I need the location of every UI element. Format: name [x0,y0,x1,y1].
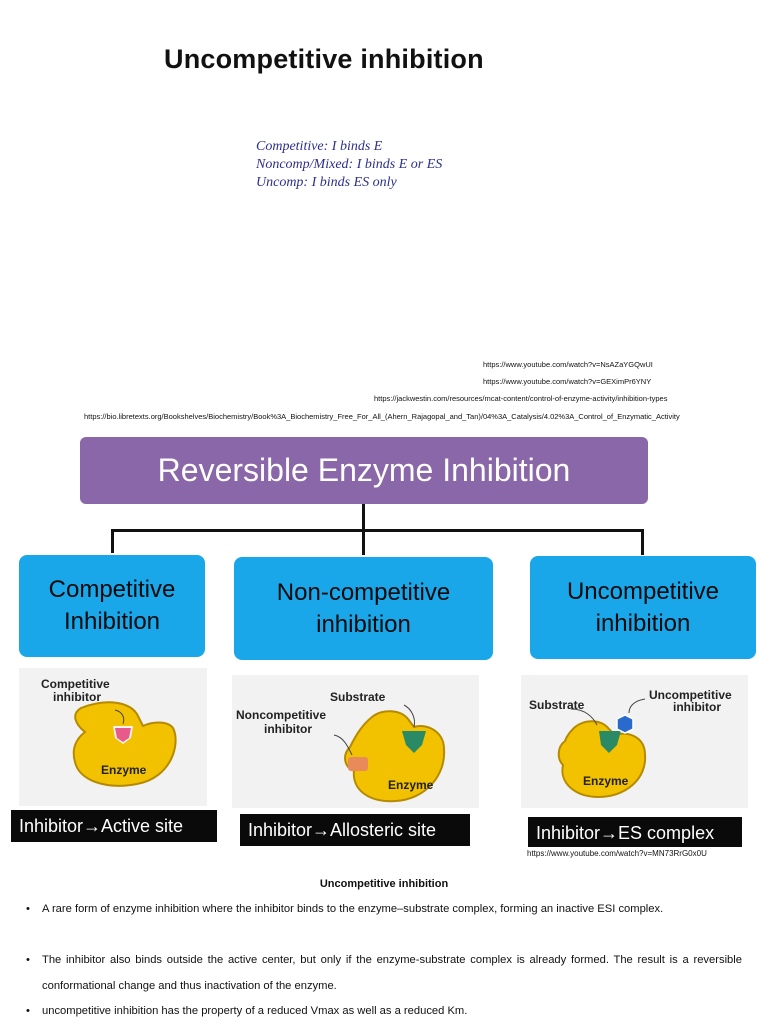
reference-link[interactable]: https://www.youtube.com/watch?v=NsAZaYGQwUI [483,360,653,369]
connector [111,529,644,532]
box-label: inhibition [595,609,691,637]
connector [641,529,644,555]
box-label: Uncompetitive [566,577,720,605]
box-label: inhibition [316,610,411,638]
section-heading: Uncompetitive inhibition [319,878,449,890]
allosteric-site-tag: Inhibitor→Allosteric site [240,814,470,846]
box-label: Inhibition [63,608,161,635]
diagram-label: Uncompetitive [649,688,732,702]
bullet-marker: • [26,1005,30,1017]
diagram-label: inhibitor [264,722,312,736]
box-label: Non-competitive [276,578,451,606]
diagram-label: Enzyme [101,763,147,777]
noncompetitive-box [234,557,493,660]
inhibitor-shape [617,715,633,733]
noncompetitive-illustration [232,675,479,808]
bullet-item [26,947,742,999]
bullet-text: A rare form of enzyme inhibition where the inhibitor binds to the enzyme–substrate complex, forming an inactive ESI complex. [42,903,664,915]
note-competitive: Competitive: I binds E [256,139,383,154]
diagram-label: inhibitor [673,700,721,714]
diagram-label: inhibitor [53,690,101,704]
source-link[interactable]: https://www.youtube.com/watch?v=MN73RrG0x0U [527,849,707,858]
diagram-label: Enzyme [388,778,434,792]
page-title: Uncompetitive inhibition [164,44,484,74]
note-uncompetitive: Uncomp: I binds ES only [256,175,397,190]
enzyme-illustration [19,668,207,806]
connector [362,529,365,555]
diagram-banner: Reversible Enzyme Inhibition [80,437,648,504]
reference-link[interactable]: https://jackwestin.com/resources/mcat-content/control-of-enzyme-activity/inhibition-types [374,394,668,403]
reference-link[interactable]: https://bio.libretexts.org/Bookshelves/Biochemistry/Book%3A_Biochemistry_Free_For_All_(Ahern_Rajagopal_and_Tan)/04%3A_Catalysis/4.02%3A_Control_of_Enzymatic_Activity [84,412,680,421]
diagram-label: Competitive [41,677,110,691]
competitive-illustration [19,668,207,806]
bullet-text: The inhibitor also binds outside the active center, but only if the enzyme-substrate complex is already formed. The result is a reversible conformational change and thus inactivation of the enzyme. [42,954,742,992]
diagram-label: Enzyme [583,774,629,788]
bullet-text: uncompetitive inhibition has the property of a reduced Vmax as well as a reduced Km. [42,1005,468,1017]
uncompetitive-illustration [521,675,748,808]
es-complex-tag: Inhibitor→ES complex [528,817,742,847]
diagram-label: Noncompetitive [236,708,327,722]
inhibitor-shape [348,757,368,771]
competitive-box [19,555,205,657]
active-site-tag: Inhibitor→Active site [11,810,217,842]
box-label: Competitive [48,576,176,603]
bullet-marker: • [26,903,30,915]
bullet-item [26,998,742,1024]
diagram-label: Substrate [529,698,585,712]
note-noncompetitive: Noncomp/Mixed: I binds E or ES [256,157,443,172]
connector [362,504,365,530]
enzyme-illustration [521,675,748,808]
enzyme-illustration [232,675,479,808]
pointer-arrow [629,699,645,713]
reference-link[interactable]: https://www.youtube.com/watch?v=GEXimPr6YNY [483,377,652,386]
bullet-item [26,896,742,922]
uncompetitive-box [530,556,756,659]
bullet-marker: • [26,954,30,966]
connector [111,529,114,553]
diagram-label: Substrate [330,690,386,704]
